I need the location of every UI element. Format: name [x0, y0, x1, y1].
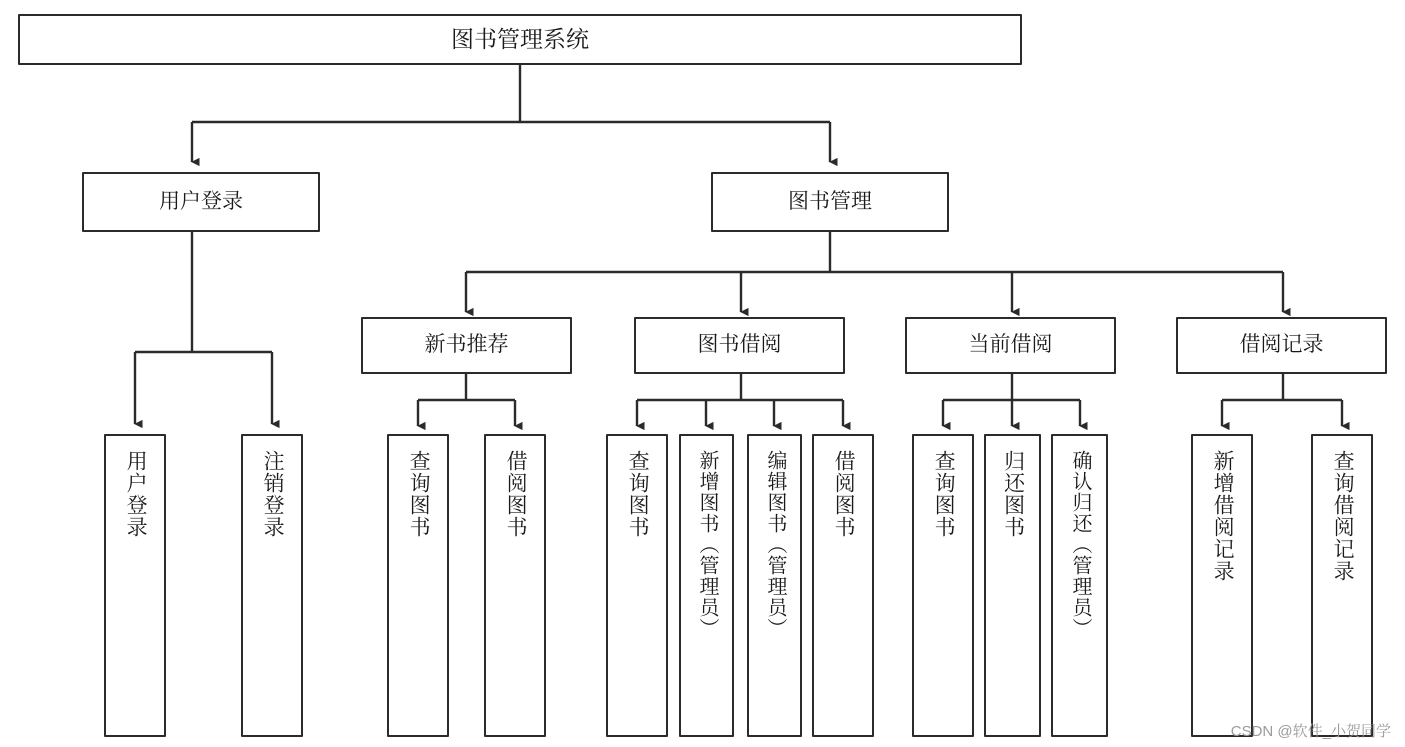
- node-root: [18, 14, 1022, 65]
- node-leaf-borrow-book-new: [484, 434, 546, 737]
- node-leaf-search-book-current: [912, 434, 974, 737]
- node-leaf-add-book-label: 新增图书（管理员）: [696, 450, 718, 639]
- node-leaf-user-login-label: 用户登录: [124, 450, 148, 538]
- node-user-login-label: 用户登录: [159, 189, 243, 213]
- node-book-management: [711, 172, 949, 232]
- node-leaf-add-book: [679, 434, 734, 737]
- node-leaf-search-record-label: 查询借阅记录: [1331, 450, 1355, 582]
- node-leaf-user-login: [104, 434, 166, 737]
- node-leaf-edit-book: [747, 434, 802, 737]
- node-current-borrow: [905, 317, 1116, 374]
- node-leaf-borrow-book-label: 借阅图书: [832, 450, 856, 538]
- node-book-borrow-label: 图书借阅: [697, 333, 782, 357]
- node-user-login: [82, 172, 320, 232]
- node-current-borrow-label: 当前借阅: [968, 333, 1053, 357]
- node-new-book-recommend-label: 新书推荐: [424, 333, 509, 357]
- node-leaf-return-book: [984, 434, 1041, 737]
- node-borrow-record-label: 借阅记录: [1239, 333, 1324, 357]
- node-leaf-search-book-borrow-label: 查询图书: [626, 450, 650, 538]
- node-book-management-label: 图书管理: [788, 189, 872, 213]
- node-leaf-borrow-book: [812, 434, 874, 737]
- node-root-label: 图书管理系统: [451, 26, 589, 53]
- node-leaf-confirm-return-label: 确认归还（管理员）: [1069, 450, 1091, 639]
- node-leaf-search-book-new: [387, 434, 449, 737]
- node-new-book-recommend: [361, 317, 572, 374]
- node-leaf-return-book-label: 归还图书: [1001, 450, 1025, 538]
- node-leaf-edit-book-label: 编辑图书（管理员）: [764, 450, 786, 639]
- node-leaf-search-book-borrow: [606, 434, 668, 737]
- node-leaf-logout: [241, 434, 303, 737]
- node-borrow-record: [1176, 317, 1387, 374]
- node-leaf-add-record-label: 新增借阅记录: [1211, 450, 1235, 582]
- node-leaf-add-record: [1191, 434, 1253, 737]
- node-leaf-search-book-new-label: 查询图书: [407, 450, 431, 538]
- node-leaf-borrow-book-new-label: 借阅图书: [504, 450, 528, 538]
- node-leaf-search-book-current-label: 查询图书: [932, 450, 956, 538]
- node-leaf-logout-label: 注销登录: [261, 450, 285, 538]
- watermark: CSDN @软件_小贺同学: [1230, 723, 1391, 740]
- node-book-borrow: [634, 317, 845, 374]
- node-leaf-search-record: [1311, 434, 1373, 737]
- node-leaf-confirm-return: [1051, 434, 1108, 737]
